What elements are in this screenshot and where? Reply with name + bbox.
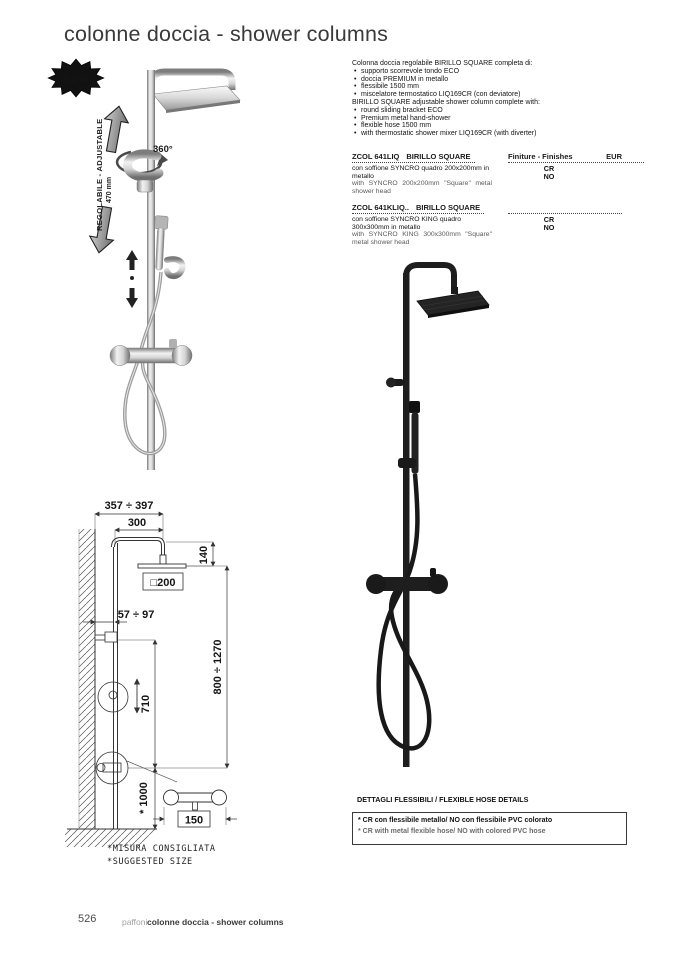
finish-code: NO (543, 222, 555, 232)
product-desc-column (352, 216, 500, 246)
hose-detail-line-it: * CR con flessibile metallo/ NO con flessibile PVC colorato (358, 817, 553, 824)
technical-drawing (65, 485, 295, 880)
footer-section-label: colonne doccia - shower columns (147, 917, 284, 927)
product-desc-it: con soffione SYNCRO quadro 200x200mm in metallo (352, 165, 490, 180)
list-item: • Premium metal hand-shower (352, 115, 644, 123)
page-number: 526 (78, 913, 97, 925)
series-name: BIRILLO SQUARE (415, 203, 481, 212)
nozzle (160, 555, 166, 564)
dim-width-range: 357 ÷ 397 (104, 500, 154, 512)
product-code (352, 152, 475, 163)
side-knob-cap (386, 378, 396, 388)
drawing-note-en: *SUGGESTED SIZE (107, 857, 193, 867)
description-list-it (352, 68, 644, 99)
mixer-diverter-stub (169, 339, 177, 348)
finishes-values (536, 216, 562, 231)
product-desc-en: with SYNCRO KING 300x300mm "Square" metal shower head (352, 231, 492, 246)
top-arm (406, 265, 454, 289)
dim-slide: 710 (140, 694, 152, 714)
code-text: ZCOL 641LIQ (352, 152, 400, 161)
adjustable-range-label: REGOLABILE - ADJUSTABLE (95, 118, 104, 231)
product-code (352, 203, 484, 214)
black-shower-column-image (360, 255, 500, 775)
code-text: ZCOL 641KLIQ.. (352, 203, 409, 212)
hose-detail-line-en: * CR with metal flexible hose/ NO with colored PVC hose (358, 828, 546, 835)
list-item: • doccia PREMIUM in metallo (352, 76, 644, 84)
rotation-degree-label: 360° (153, 144, 173, 155)
description-intro-en: BIRILLO SQUARE adjustable shower column complete with: (352, 98, 540, 106)
product-row (352, 152, 646, 195)
hand-shower-head (409, 401, 420, 413)
dim-wall-offset: 57 ÷ 97 (117, 609, 155, 621)
head-plate (138, 564, 186, 568)
adjustable-range-value: 470 mm (106, 176, 113, 203)
mixer-right-knob (428, 574, 448, 594)
list-item: • with thermostatic shower mixer LIQ169CR (with diverter) (352, 130, 644, 138)
head-nozzle (451, 287, 458, 294)
finishes-divider (508, 203, 622, 214)
series-name: BIRILLO SQUARE (406, 152, 471, 161)
mixer-left-knob (110, 346, 130, 366)
product-row-header (352, 152, 646, 163)
list-item: • supporto scorrevole tondo ECO (352, 68, 644, 76)
description-list-en (352, 107, 644, 138)
mixer-diverter-stub (430, 568, 436, 577)
hose-details-box (352, 812, 627, 845)
mixer-detail-circle (96, 752, 128, 784)
list-item: • miscelatore termostatico LIQ169CR (con deviatore) (352, 91, 644, 99)
product-desc-column (352, 165, 500, 195)
product-row-body (352, 165, 646, 195)
chrome-shower-column-image (95, 60, 335, 480)
list-item: • flessibile 1500 mm (352, 83, 644, 91)
diverter-spout (167, 259, 183, 276)
finishes-header-cell (508, 152, 644, 163)
product-row-header (352, 203, 646, 214)
arm-line (113, 539, 163, 555)
hose-details-title: DETTAGLI FLESSIBILI / FLEXIBLE HOSE DETAILS (357, 795, 529, 804)
mixer-right-knob (172, 346, 192, 366)
finishes-values (536, 165, 562, 180)
new-badge-label: new (62, 71, 90, 86)
finish-code: CR (543, 164, 555, 173)
dim-head-offset: 140 (198, 545, 210, 565)
drawing-note-it: *MISURA CONSIGLIATA (107, 844, 216, 854)
page-title: colonne doccia - shower columns (64, 22, 389, 46)
finish-code: NO (543, 171, 555, 181)
wall-bracket (95, 635, 105, 640)
wall-hatch (79, 529, 95, 829)
leader-line (127, 761, 177, 782)
small-adjust-arrows-icon (126, 250, 138, 308)
dim-arm: 300 (127, 517, 147, 529)
dim-head-size: □200 (150, 577, 176, 589)
column-pole (403, 273, 410, 767)
currency-header-label: EUR (606, 152, 622, 161)
brand-label: paffoni (122, 917, 148, 927)
dim-mixer-width: 150 (184, 814, 204, 827)
slider-knob (137, 180, 153, 192)
column-pole (147, 70, 155, 470)
finishes-header-label: Finiture - Finishes (508, 152, 573, 161)
finish-code: CR (543, 215, 555, 224)
product-row-body (352, 216, 646, 246)
mixer-left-knob (366, 574, 386, 594)
description-intro-it: Colonna doccia regolabile BIRILLO SQUARE completa di: (352, 60, 533, 67)
dim-height-range: 800 ÷ 1270 (212, 639, 224, 695)
product-description (352, 60, 644, 138)
dim-suggested: * 1000 (138, 782, 150, 814)
product-row (352, 203, 646, 246)
list-item: • round sliding bracket ECO (352, 107, 644, 115)
product-desc-it: con soffione SYNCRO KING quadro 300x300mm in metallo (352, 216, 462, 231)
product-desc-en: with SYNCRO 200x200mm "Square" metal shower head (352, 180, 492, 195)
sliding-bracket (398, 458, 416, 468)
list-item: • flexible hose 1500 mm (352, 122, 644, 130)
